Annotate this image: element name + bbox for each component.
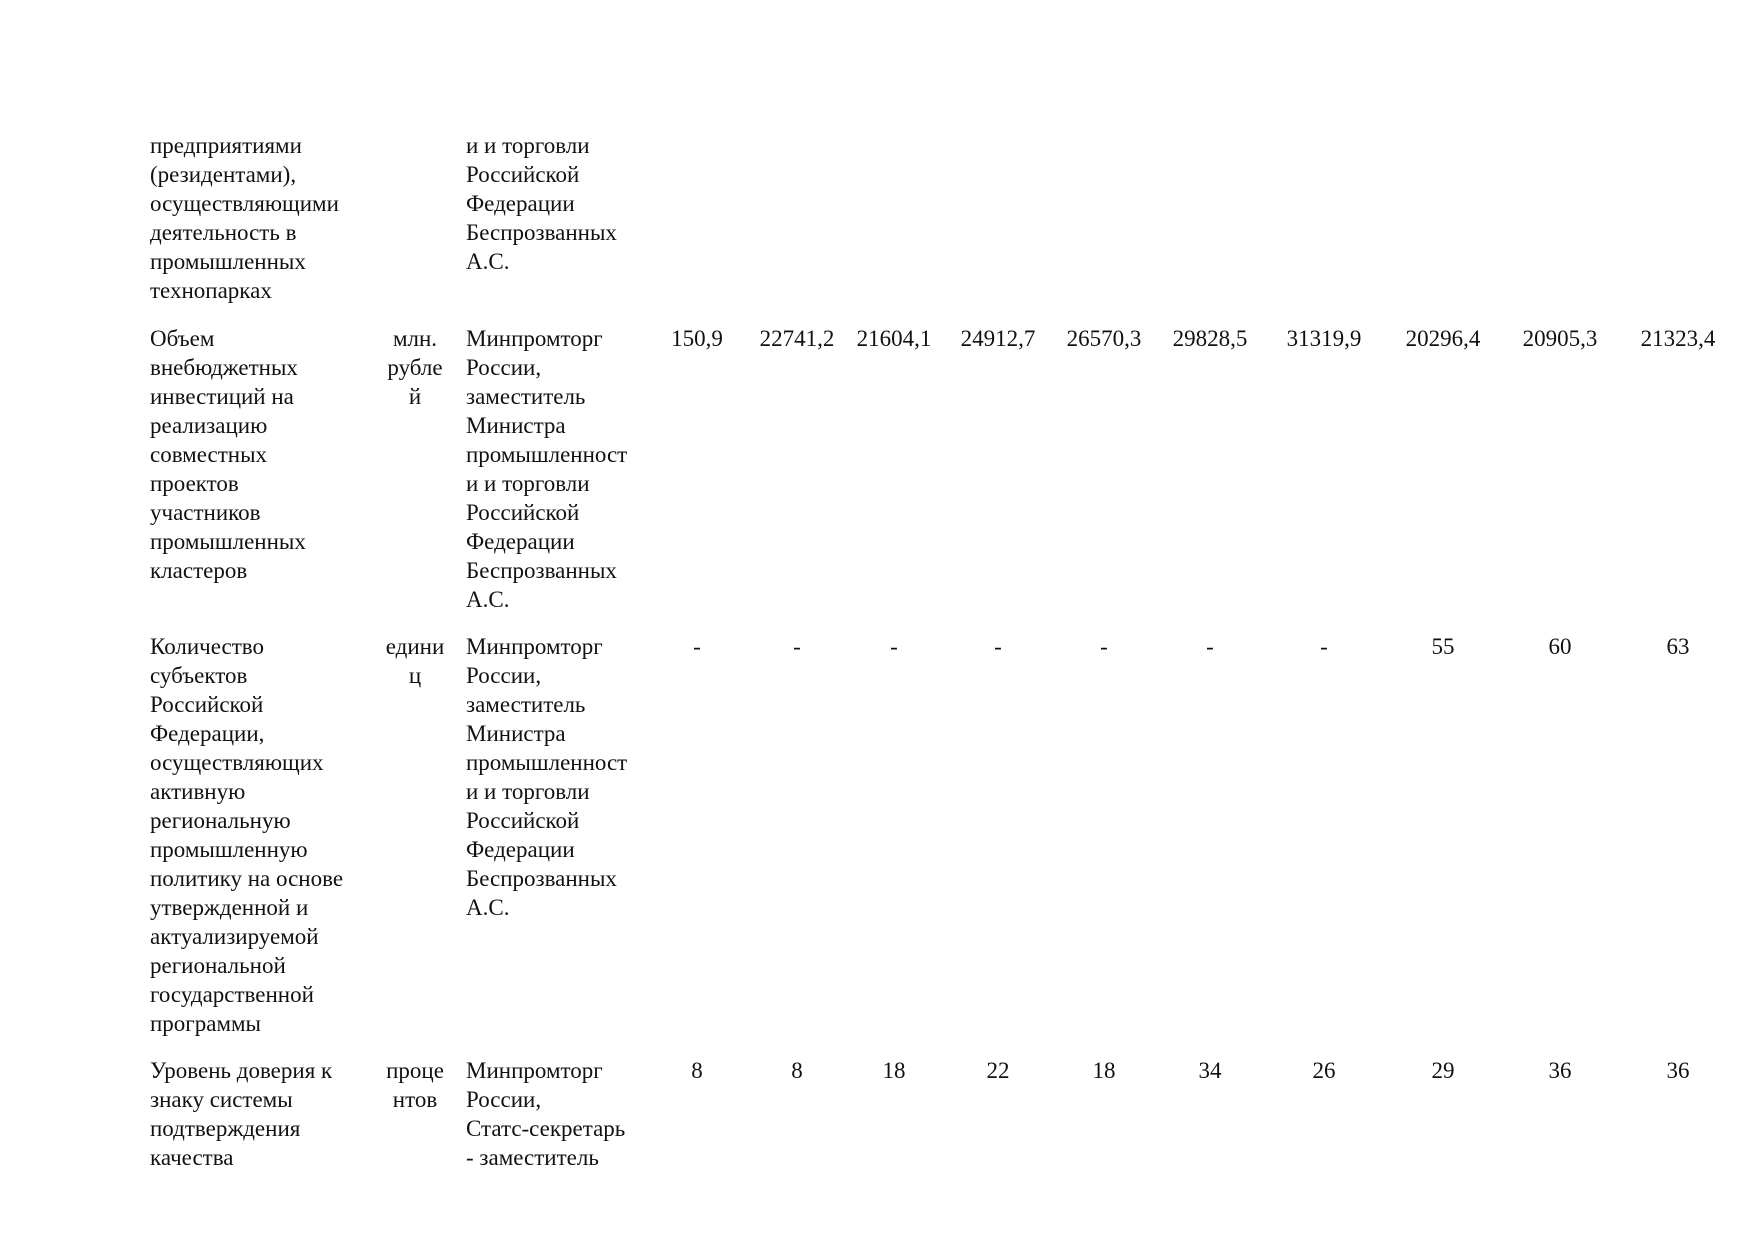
row-value: 55: [1431, 634, 1455, 659]
row-value: 22: [986, 1058, 1010, 1083]
row-value: 60: [1548, 634, 1572, 659]
row-value: 22741,2: [759, 326, 835, 351]
row-unit: проце нтов: [386, 1058, 444, 1112]
row-responsible: Минпромторг России, Статс-секретарь - заместитель: [466, 1058, 626, 1170]
row-value: 31319,9: [1286, 326, 1362, 351]
row-value: -: [793, 634, 801, 659]
row-value: 20296,4: [1405, 326, 1481, 351]
row-value: -: [1206, 634, 1214, 659]
row-value: 29: [1431, 1058, 1455, 1083]
row-value: 18: [1092, 1058, 1116, 1083]
row-value: -: [1100, 634, 1108, 659]
row-value: -: [1320, 634, 1328, 659]
row-indicator-name: Уровень доверия к знаку системы подтверждения качества: [150, 1058, 333, 1170]
row-value: 26: [1312, 1058, 1336, 1083]
row-value: -: [890, 634, 898, 659]
row-value: 29828,5: [1172, 326, 1248, 351]
row-unit: млн. рубле й: [387, 326, 443, 409]
row-value: 26570,3: [1066, 326, 1142, 351]
row-value: 36: [1548, 1058, 1572, 1083]
row-responsible: Минпромторг России, заместитель Министра промышленност и и торговли Российской Федерации Беспрозванных А.С.: [466, 634, 628, 920]
row-value: -: [693, 634, 701, 659]
row-value: 63: [1666, 634, 1690, 659]
row-value: 150,9: [671, 326, 723, 351]
row-value: 20905,3: [1522, 326, 1598, 351]
row-indicator-name: Объем внебюджетных инвестиций на реализацию совместных проектов участников промышленных кластеров: [150, 326, 306, 583]
row-value: 18: [882, 1058, 906, 1083]
row-value: 36: [1666, 1058, 1690, 1083]
row-indicator-name: предприятиями (резидентами), осуществляющими деятельность в промышленных технопарках: [150, 133, 339, 303]
row-value: 34: [1198, 1058, 1222, 1083]
row-unit: едини ц: [385, 634, 445, 688]
row-value: -: [994, 634, 1002, 659]
row-value: 8: [691, 1058, 703, 1083]
row-value: 21604,1: [856, 326, 932, 351]
row-responsible: Минпромторг России, заместитель Министра промышленност и и торговли Российской Федерации Беспрозванных А.С.: [466, 326, 628, 612]
row-indicator-name: Количество субъектов Российской Федерации, осуществляющих активную региональную промышленную политику на основе утвержденной и актуализируемой региональной государственной программы: [150, 634, 344, 1036]
row-value: 21323,4: [1640, 326, 1716, 351]
row-value: 24912,7: [960, 326, 1036, 351]
row-responsible: и и торговли Российской Федерации Беспрозванных А.С.: [466, 133, 617, 274]
row-value: 8: [791, 1058, 803, 1083]
